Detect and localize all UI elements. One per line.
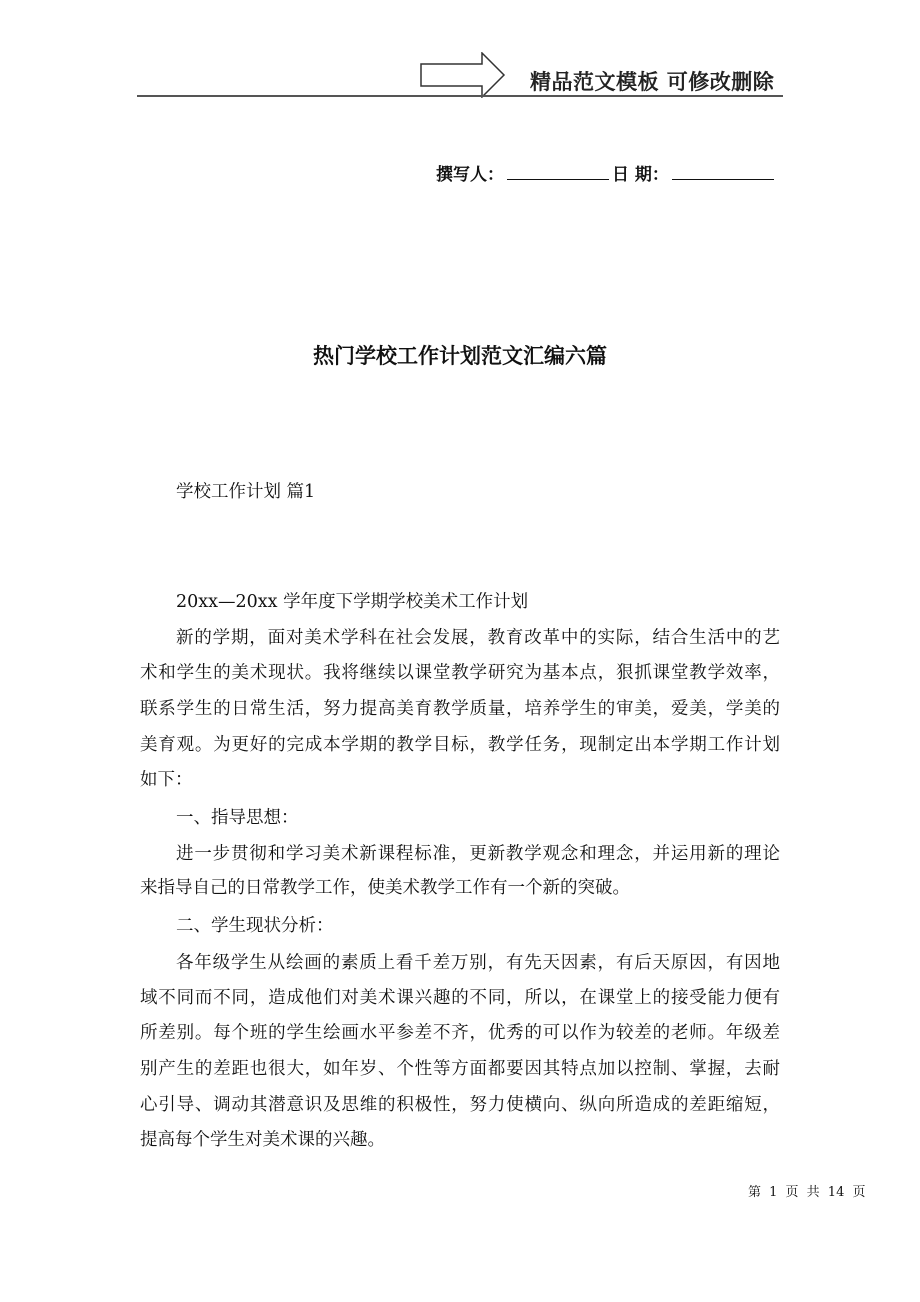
paragraph-line: 所差别。每个班的学生绘画水平参差不齐，优秀的可以作为较差的老师。年级差 (140, 1023, 780, 1043)
paragraph-line: 如下： (140, 770, 193, 790)
author-blank (507, 163, 609, 180)
paragraph-line: 一、指导思想： (176, 808, 299, 828)
paragraph-line: 二、学生现状分析： (176, 916, 334, 936)
page-number: 第 1 页 共 14 页 (748, 1185, 866, 1200)
author-label: 撰写人： (436, 165, 504, 185)
section-heading: 学校工作计划 篇1 (176, 482, 316, 502)
arrow-icon (420, 52, 506, 98)
paragraph-line: 来指导自己的日常教学工作，使美术教学工作有一个新的突破。 (140, 878, 630, 898)
header-divider (137, 95, 783, 97)
paragraph-line: 新的学期，面对美术学科在社会发展，教育改革中的实际，结合生活中的艺 (176, 628, 780, 648)
paragraph-line: 域不同而不同，造成他们对美术课兴趣的不同，所以，在课堂上的接受能力便有 (140, 988, 780, 1008)
paragraph-line: 20xx—20xx 学年度下学期学校美术工作计划 (176, 592, 529, 612)
date-blank (672, 163, 774, 180)
paragraph-line: 进一步贯彻和学习美术新课程标准，更新教学观念和理念，并运用新的理论 (176, 844, 780, 864)
document-title: 热门学校工作计划范文汇编六篇 (313, 343, 607, 368)
paragraph-line: 提高每个学生对美术课的兴趣。 (140, 1130, 385, 1150)
header-banner: 精品范文模板 可修改删除 (530, 70, 775, 94)
paragraph-line: 联系学生的日常生活，努力提高美育教学质量，培养学生的审美，爱美，学美的 (140, 699, 780, 719)
paragraph-line: 术和学生的美术现状。我将继续以课堂教学研究为基本点，狠抓课堂教学效率， (140, 663, 780, 683)
paragraph-line: 各年级学生从绘画的素质上看千差万别，有先天因素，有后天原因，有因地 (176, 953, 780, 973)
paragraph-line: 心引导、调动其潜意识及思维的积极性，努力使横向、纵向所造成的差距缩短， (140, 1095, 780, 1115)
paragraph-line: 别产生的差距也很大，如年岁、个性等方面都要因其特点加以控制、掌握，去耐 (140, 1059, 780, 1079)
paragraph-line: 美育观。为更好的完成本学期的教学目标，教学任务，现制定出本学期工作计划 (140, 735, 780, 755)
author-date-row (436, 160, 777, 185)
date-label: 日 期： (612, 165, 669, 185)
